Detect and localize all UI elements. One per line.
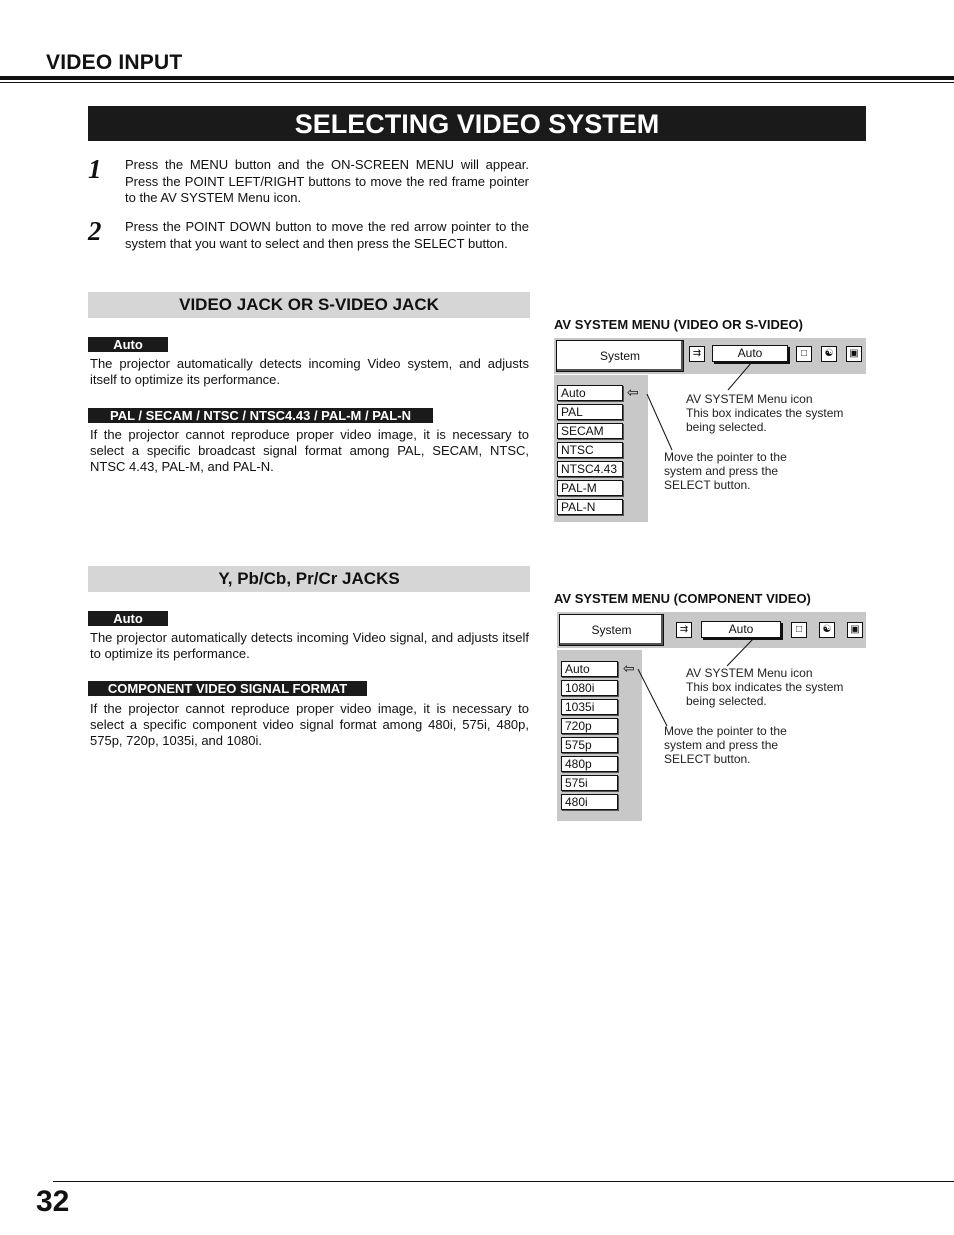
list-item[interactable]: NTSC4.43 [557, 461, 623, 477]
header-rule-thin [0, 82, 954, 83]
note-line: Move the pointer to the [664, 450, 787, 464]
page-number: 32 [36, 1185, 70, 1218]
step-text-1: Press the MENU button and the ON-SCREEN MENU will appear. Press the POINT LEFT/RIGHT buttons to move the red frame pointer to the AV SYSTEM Menu icon. [125, 157, 529, 205]
video-auto-selector[interactable]: Auto [712, 345, 788, 362]
note-line: system and press the [664, 464, 779, 478]
component-auto-text: The projector automatically detects incoming Video signal, and adjusts itself to optimize its performance. [90, 630, 529, 661]
note-line: being selected. [686, 420, 767, 434]
header-rule [0, 76, 954, 80]
note-line: AV SYSTEM Menu icon [686, 392, 813, 406]
component-menu-caption: AV SYSTEM MENU (COMPONENT VIDEO) [554, 591, 811, 606]
list-item[interactable]: SECAM [557, 423, 623, 439]
video-format-text: If the projector cannot reproduce proper video image, it is necessary to select a specific broadcast signal format among PAL, SECAM, NTSC, NTSC 4.43, PAL-M, and PAL-N. [90, 427, 529, 474]
step-text-2: Press the POINT DOWN button to move the red arrow pointer to the system that you want to select and then press the SELECT button. [125, 219, 529, 251]
component-format-text: If the projector cannot reproduce proper video image, it is necessary to select a specific component video signal format among 480i, 575i, 480p, 575p, 720p, 1035i, and 1080i. [90, 701, 529, 748]
list-item[interactable]: 1035i [561, 699, 618, 715]
pointer-arrow-icon: ⇦ [623, 660, 635, 676]
video-format-tag: PAL / SECAM / NTSC / NTSC4.43 / PAL-M / PAL-N [88, 408, 433, 423]
video-auto-text: The projector automatically detects incoming Video system, and adjusts itself to optimize its performance. [90, 356, 529, 387]
screen-icon[interactable]: □ [791, 622, 807, 638]
section-title: VIDEO INPUT [46, 51, 183, 74]
list-item[interactable]: 480p [561, 756, 618, 772]
note-line: SELECT button. [664, 478, 751, 492]
list-item[interactable]: PAL-M [557, 480, 623, 496]
note-line: This box indicates the system [686, 406, 844, 420]
list-item[interactable]: PAL-N [557, 499, 623, 515]
video-jack-heading: VIDEO JACK OR S-VIDEO JACK [88, 292, 530, 318]
video-auto-tag: Auto [88, 337, 168, 352]
pointer-arrow-icon: ⇦ [627, 384, 639, 400]
component-auto-tag: Auto [88, 611, 168, 626]
list-item[interactable]: 1080i [561, 680, 618, 696]
note-line: This box indicates the system [686, 680, 844, 694]
video-system-label: System [556, 340, 684, 372]
video-icon-note [686, 392, 843, 434]
step-number-1: 1 [88, 154, 102, 184]
page-title-banner: SELECTING VIDEO SYSTEM [88, 106, 866, 141]
note-line: Move the pointer to the [664, 724, 787, 738]
list-item[interactable]: 720p [561, 718, 618, 734]
list-item[interactable]: 575i [561, 775, 618, 791]
input-icon[interactable]: ⇉ [689, 346, 705, 362]
video-pointer-note [664, 450, 787, 492]
note-line: system and press the [664, 738, 779, 752]
component-pointer-note [664, 724, 787, 766]
component-format-tag: COMPONENT VIDEO SIGNAL FORMAT [88, 681, 367, 696]
video-menu-caption: AV SYSTEM MENU (VIDEO OR S-VIDEO) [554, 317, 803, 332]
list-item[interactable]: 480i [561, 794, 618, 810]
step-number-2: 2 [88, 216, 102, 246]
component-heading: Y, Pb/Cb, Pr/Cr JACKS [88, 566, 530, 592]
image-icon[interactable]: ▣ [847, 622, 863, 638]
list-item[interactable]: NTSC [557, 442, 623, 458]
footer-rule [53, 1181, 954, 1182]
component-system-label: System [559, 614, 664, 646]
list-item[interactable]: PAL [557, 404, 623, 420]
image-icon[interactable]: ▣ [846, 346, 862, 362]
list-item[interactable]: Auto [557, 385, 623, 401]
settings-icon[interactable]: ☯ [821, 346, 837, 362]
component-icon-note [686, 666, 843, 708]
list-item[interactable]: 575p [561, 737, 618, 753]
note-line: being selected. [686, 694, 767, 708]
list-item[interactable]: Auto [561, 661, 618, 677]
settings-icon[interactable]: ☯ [819, 622, 835, 638]
component-auto-selector[interactable]: Auto [701, 621, 781, 638]
input-icon[interactable]: ⇉ [676, 622, 692, 638]
note-line: SELECT button. [664, 752, 751, 766]
note-line: AV SYSTEM Menu icon [686, 666, 813, 680]
component-callout-lines [557, 612, 866, 822]
screen-icon[interactable]: □ [796, 346, 812, 362]
